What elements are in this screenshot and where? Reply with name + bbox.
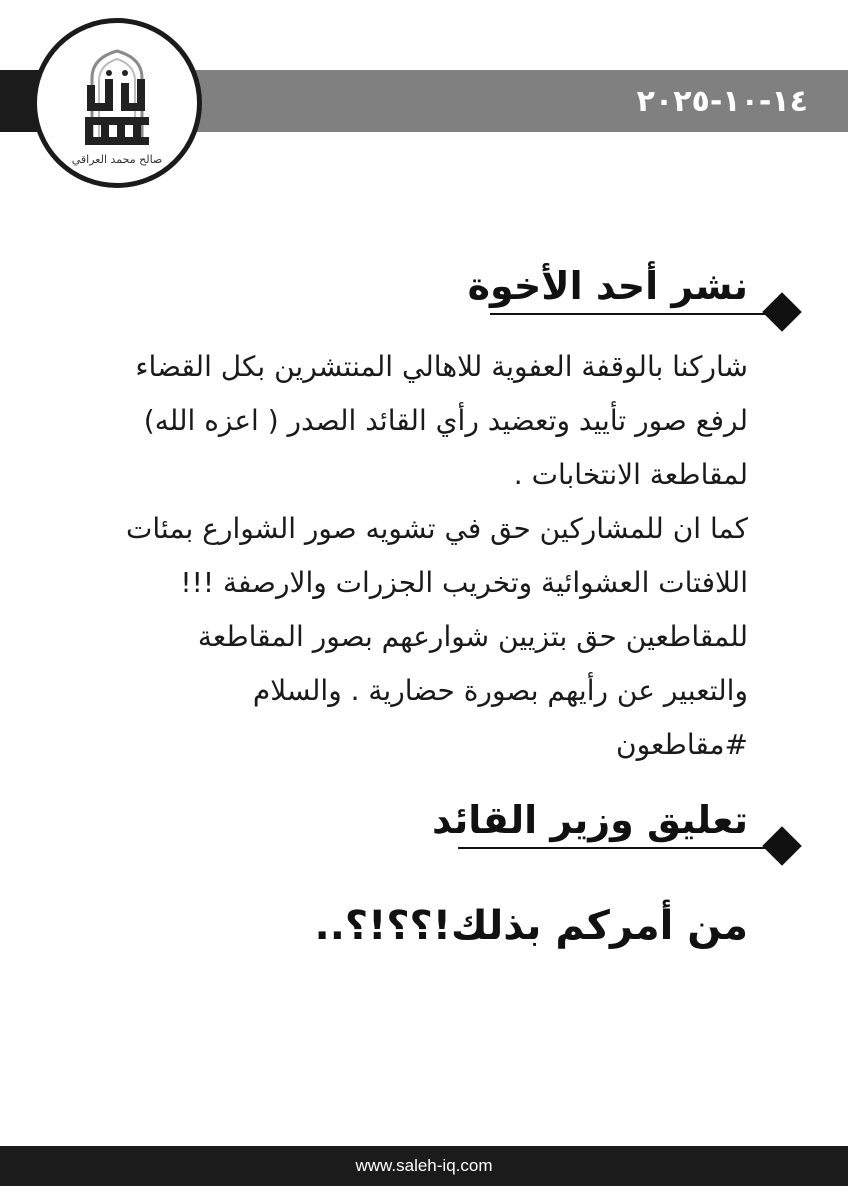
comment-heading-underline	[458, 847, 780, 849]
logo	[32, 18, 202, 188]
post-line: للمقاطعين حق بتزيين شوارعهم بصور المقاطعة	[197, 620, 748, 653]
post-date: ١٤-١٠-٢٠٢٥	[636, 84, 808, 119]
post-line: لرفع صور تأييد وتعضيد رأي القائد الصدر ( اعزه الله)	[143, 404, 748, 437]
post-hashtag: #مقاطعون	[616, 728, 748, 761]
post-line: اللافتات العشوائية وتخريب الجزرات والارصفة !!!	[180, 566, 748, 599]
comment-heading: تعليق وزير القائد	[432, 798, 748, 842]
diamond-bullet-icon	[762, 292, 802, 332]
footer-url[interactable]: www.saleh-iq.com	[0, 1146, 848, 1186]
post-line: لمقاطعة الانتخابات .	[513, 458, 748, 491]
post-line: والتعبير عن رأيهم بصورة حضارية . والسلام	[252, 674, 748, 707]
logo-caption: صالح محمد العراقي	[71, 153, 163, 166]
post-line: شاركنا بالوقفة العفوية للاهالي المنتشرين بكل القضاء	[135, 350, 748, 383]
post-heading-underline	[490, 313, 780, 315]
post-body	[68, 340, 748, 772]
comment-text: من أمركم بذلك!؟؟!؟..	[314, 903, 748, 949]
diamond-bullet-icon	[762, 826, 802, 866]
post-heading: نشر أحد الأخوة	[467, 264, 748, 308]
post-line: كما ان للمشاركين حق في تشويه صور الشوارع بمئات	[126, 512, 748, 545]
